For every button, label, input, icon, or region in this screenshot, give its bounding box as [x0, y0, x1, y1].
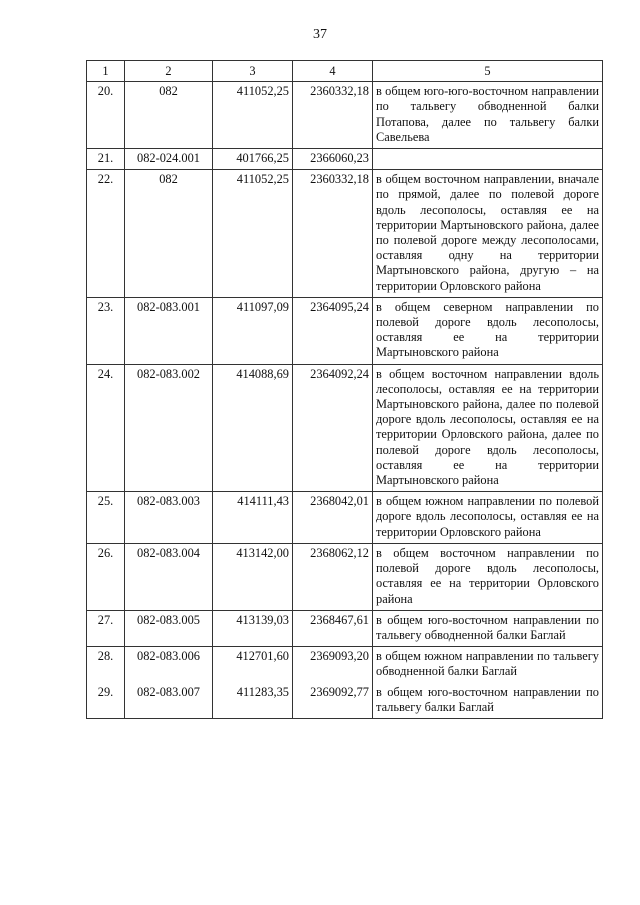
coord-x: 401766,25 — [213, 149, 293, 170]
header-col-3: 3 — [213, 61, 293, 82]
coord-y: 2369093,20 — [293, 647, 373, 683]
table-row — [87, 170, 603, 298]
point-code: 082 — [125, 82, 213, 149]
header-col-2: 2 — [125, 61, 213, 82]
point-code: 082-024.001 — [125, 149, 213, 170]
coord-x: 413142,00 — [213, 543, 293, 610]
table-header-row — [87, 61, 603, 82]
table-row — [87, 82, 603, 149]
header-col-4: 4 — [293, 61, 373, 82]
table-row — [87, 683, 603, 719]
coord-x: 411052,25 — [213, 82, 293, 149]
table-row — [87, 610, 603, 646]
coord-y: 2369092,77 — [293, 683, 373, 719]
coord-y: 2368467,61 — [293, 610, 373, 646]
coord-y: 2368042,01 — [293, 492, 373, 544]
route-description: в общем юго-восточном направлении по тальвегу балки Баглай — [373, 683, 603, 719]
route-description: в общем восточном направлении по полевой дороге вдоль лесополосы, оставляя ее на территории Орловского района — [373, 543, 603, 610]
row-number: 29. — [87, 683, 125, 719]
point-code: 082 — [125, 170, 213, 298]
route-description: в общем восточном направлении вдоль лесополосы, оставляя ее на территории Мартыновского района, далее по полевой дороге вдоль лесополосы, оставляя ее на территории Орловского района, далее по полевой дороге вдоль лесополосы, оставляя ее на территории Мартыновского района — [373, 364, 603, 492]
route-description: в общем восточном направлении, вначале по прямой, далее по полевой дороге вдоль лесополосы, оставляя ее на территории Мартыновского района, далее по полевой дороге между лесополосами, оставляя одну на территории Мартыновского района, другую – на территории Орловского района — [373, 170, 603, 298]
row-number: 20. — [87, 82, 125, 149]
row-number: 28. — [87, 647, 125, 683]
row-number: 27. — [87, 610, 125, 646]
coord-y: 2364095,24 — [293, 297, 373, 364]
point-code: 082-083.007 — [125, 683, 213, 719]
route-description — [373, 149, 603, 170]
header-col-1: 1 — [87, 61, 125, 82]
coord-x: 413139,03 — [213, 610, 293, 646]
header-col-5: 5 — [373, 61, 603, 82]
coord-y: 2366060,23 — [293, 149, 373, 170]
point-code: 082-083.003 — [125, 492, 213, 544]
row-number: 21. — [87, 149, 125, 170]
coord-y: 2360332,18 — [293, 170, 373, 298]
table-row — [87, 492, 603, 544]
boundary-points-table — [86, 60, 603, 719]
row-number: 26. — [87, 543, 125, 610]
table-row — [87, 364, 603, 492]
page-number: 37 — [313, 27, 327, 42]
route-description: в общем юго-юго-восточном направлении по тальвегу обводненной балки Потапова, далее по тальвегу балки Савельева — [373, 82, 603, 149]
coord-x: 411097,09 — [213, 297, 293, 364]
point-code: 082-083.001 — [125, 297, 213, 364]
coord-y: 2360332,18 — [293, 82, 373, 149]
point-code: 082-083.002 — [125, 364, 213, 492]
point-code: 082-083.005 — [125, 610, 213, 646]
coord-y: 2368062,12 — [293, 543, 373, 610]
row-number: 25. — [87, 492, 125, 544]
table-row — [87, 647, 603, 683]
coord-x: 411052,25 — [213, 170, 293, 298]
route-description: в общем южном направлении по полевой дороге вдоль лесополосы, оставляя ее на территории Орловского района — [373, 492, 603, 544]
table-row — [87, 543, 603, 610]
row-number: 23. — [87, 297, 125, 364]
coord-x: 414088,69 — [213, 364, 293, 492]
point-code: 082-083.004 — [125, 543, 213, 610]
point-code: 082-083.006 — [125, 647, 213, 683]
row-number: 22. — [87, 170, 125, 298]
coord-x: 414111,43 — [213, 492, 293, 544]
row-number: 24. — [87, 364, 125, 492]
table-row — [87, 297, 603, 364]
coord-x: 411283,35 — [213, 683, 293, 719]
coord-y: 2364092,24 — [293, 364, 373, 492]
route-description: в общем юго-восточном направлении по тальвегу обводненной балки Баглай — [373, 610, 603, 646]
table-row — [87, 149, 603, 170]
route-description: в общем южном направлении по тальвегу обводненной балки Баглай — [373, 647, 603, 683]
route-description: в общем северном направлении по полевой дороге вдоль лесополосы, оставляя ее на территории Мартыновского района — [373, 297, 603, 364]
coord-x: 412701,60 — [213, 647, 293, 683]
